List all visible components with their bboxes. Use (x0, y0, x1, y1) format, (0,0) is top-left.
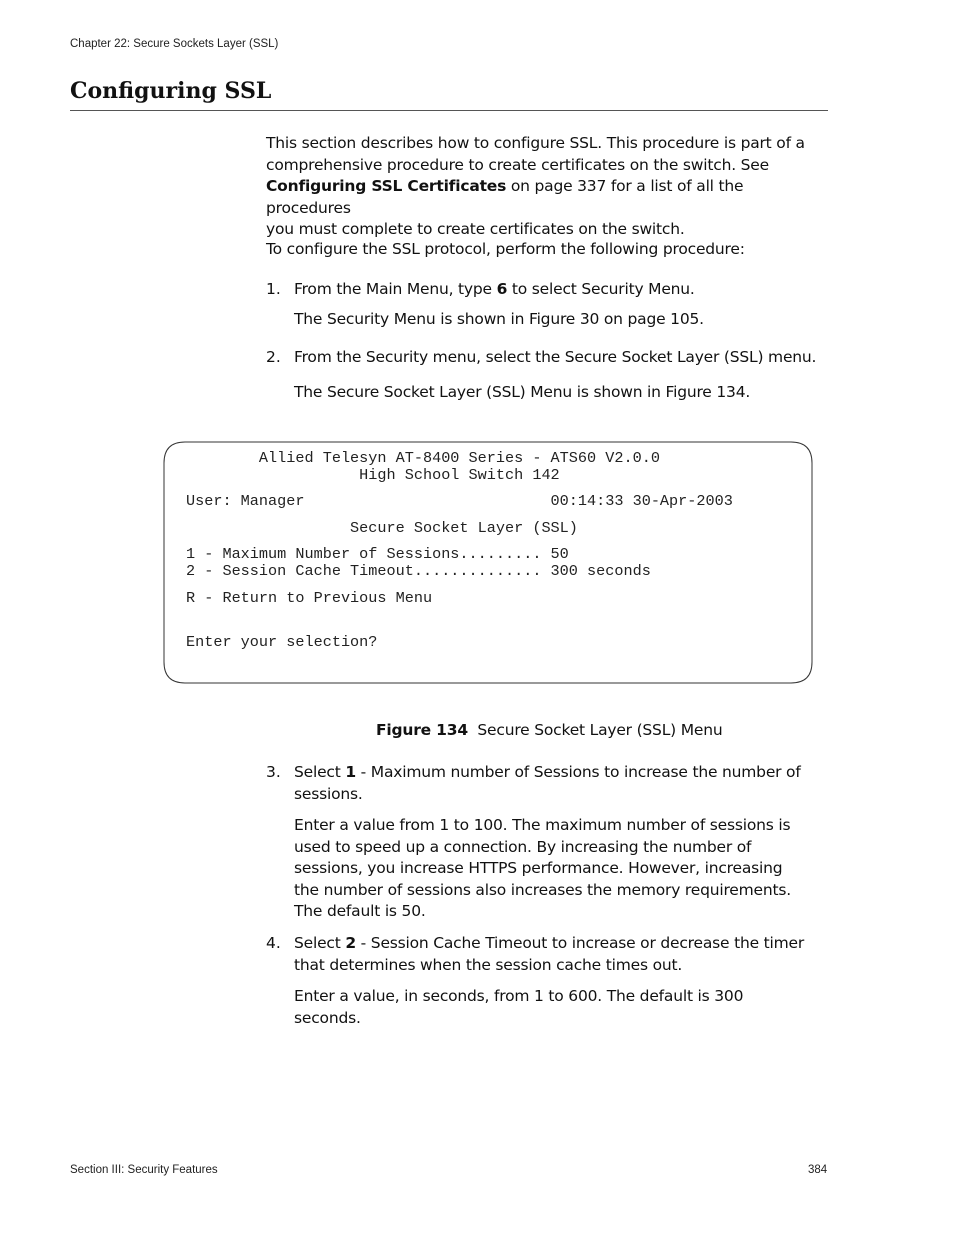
step-text: Select 2 - Session Cache Timeout to increase or decrease the timer that determines when the session cache times out. (294, 934, 805, 974)
step-number: 1. (266, 280, 281, 298)
intro-line: you must complete to create certificates on the switch. (266, 220, 685, 238)
terminal-line: Secure Socket Layer (SSL) (186, 519, 578, 537)
terminal-line: R - Return to Previous Menu (186, 589, 433, 607)
lead-in-text: To configure the SSL protocol, perform the following procedure: (266, 240, 745, 258)
section-title: Configuring SSL (70, 78, 272, 104)
terminal-line: High School Switch 142 (186, 466, 560, 484)
step-number: 3. (266, 763, 281, 781)
terminal-line: 2 - Session Cache Timeout.............. 300 seconds (186, 562, 651, 580)
terminal-line: User: Manager 00:14:33 30-Apr-2003 (186, 492, 733, 510)
step-note: The Security Menu is shown in Figure 30 on page 105. (294, 310, 704, 328)
step-text: From the Security menu, select the Secure Socket Layer (SSL) menu. (294, 348, 817, 366)
intro-line: This section describes how to configure SSL. This procedure is part of a (266, 134, 805, 152)
terminal-line: 1 - Maximum Number of Sessions......... 50 (186, 545, 569, 563)
footer-section: Section III: Security Features (70, 1164, 218, 1176)
terminal-screen (163, 441, 813, 684)
terminal-prompt: Enter your selection? (186, 633, 378, 651)
step-note: The Secure Socket Layer (SSL) Menu is shown in Figure 134. (294, 383, 751, 401)
intro-paragraph (266, 133, 831, 241)
step-text: From the Main Menu, type 6 to select Security Menu. (294, 280, 695, 298)
figure-caption: Figure 134 Secure Socket Layer (SSL) Menu (376, 721, 723, 739)
step-number: 4. (266, 934, 281, 952)
step-number: 2. (266, 348, 281, 366)
figure-label: Figure 134 (376, 721, 468, 739)
step-text: Select 1 - Maximum number of Sessions to increase the number of sessions. (294, 763, 801, 803)
intro-line: comprehensive procedure to create certificates on the switch. See (266, 155, 769, 174)
intro-line: Configuring SSL Certificates on page 337 for a list of all the procedures (266, 177, 744, 217)
page-number: 384 (808, 1164, 828, 1176)
cross-reference-link[interactable]: Configuring SSL Certificates (266, 177, 507, 195)
title-rule (70, 110, 828, 111)
step-note: Enter a value, in seconds, from 1 to 600. The default is 300 seconds. (294, 987, 744, 1027)
step-note: Enter a value from 1 to 100. The maximum number of sessions is used to speed up a connection. By increasing the number of sessions, you increase HTTPS performance. However, increasing the number of sessions also increases the memory requirements. The default is 50. (294, 816, 791, 920)
terminal-line: Allied Telesyn AT-8400 Series - ATS60 V2.0.0 (186, 449, 660, 467)
running-head: Chapter 22: Secure Sockets Layer (SSL) (70, 38, 279, 50)
